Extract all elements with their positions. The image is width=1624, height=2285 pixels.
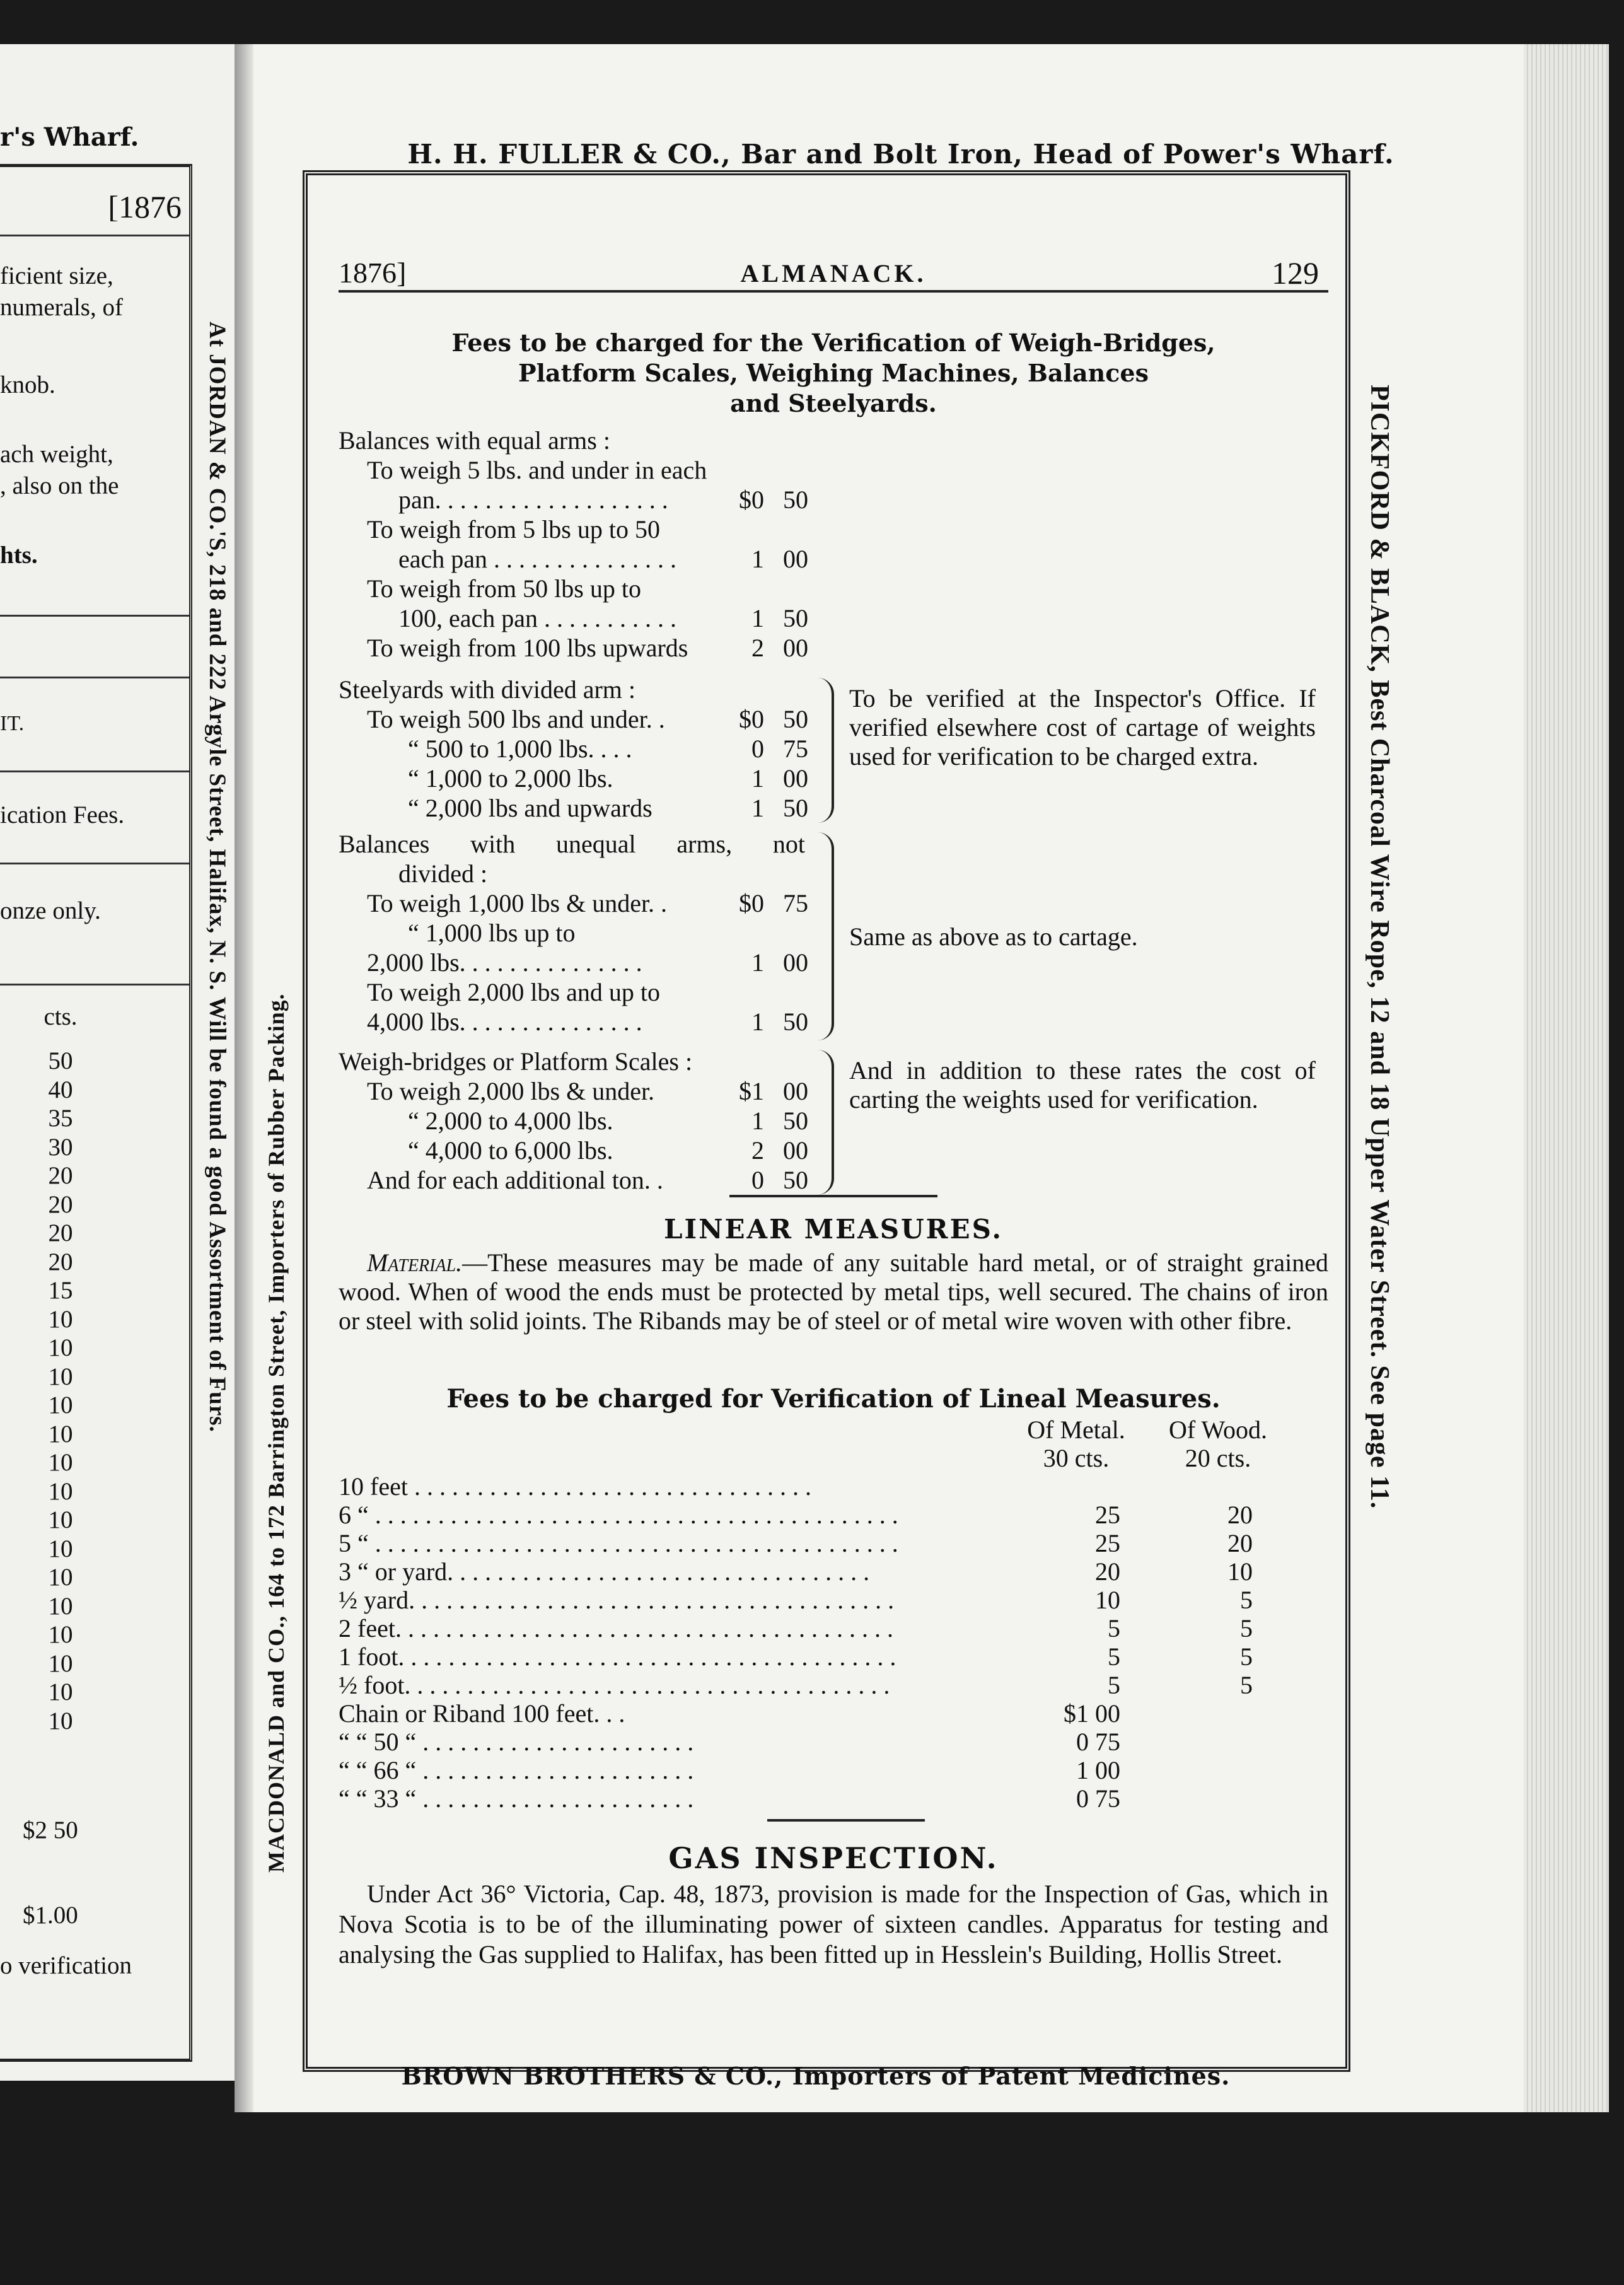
section-rule — [767, 1819, 925, 1822]
fee-dollars: 1 — [751, 794, 764, 822]
weigh-bridges-note: And in addition to these rates the cost of carting the weights used for verification. — [849, 1056, 1316, 1113]
table-row — [339, 1586, 1328, 1614]
left-cents-value: 10 — [48, 1621, 73, 1648]
table-body — [339, 1472, 1328, 1813]
measure-label: 2 feet. . . . . . . . . . . . . . . . . . . . . . . . . . . . . . . . . . . . . . . . — [339, 1614, 893, 1643]
fee-dollars: 2 — [751, 1136, 764, 1165]
wood-fee: 5 — [1240, 1614, 1253, 1643]
fee-item-line: To weigh 5 lbs. and under in each — [367, 456, 707, 484]
wood-unit: 20 cts. — [1185, 1444, 1251, 1472]
fee-dollars: 2 — [751, 634, 764, 662]
left-col-header: cts. — [44, 1003, 78, 1030]
left-cents-value: 50 — [48, 1047, 73, 1074]
balances-unequal-note: Same as above as to cartage. — [849, 922, 1138, 951]
running-head-title: ALMANACK. — [740, 259, 927, 288]
fee-cents: 75 — [783, 735, 808, 763]
fee-cents: 50 — [783, 485, 808, 514]
fee-dollars: $1 — [739, 1077, 764, 1105]
metal-fee: 5 — [1108, 1643, 1120, 1671]
measure-label: 1 foot. . . . . . . . . . . . . . . . . . . . . . . . . . . . . . . . . . . . . . . . — [339, 1643, 896, 1671]
left-line: , also on the — [0, 472, 119, 499]
fee-cents: 00 — [783, 948, 808, 977]
table-row — [339, 1472, 1328, 1501]
fee-dollars: 1 — [751, 1008, 764, 1036]
metal-fee: 0 75 — [1076, 1728, 1120, 1756]
left-cents-value: 20 — [48, 1219, 73, 1247]
fee-item-line: To weigh 500 lbs and under. . — [367, 705, 665, 733]
fee-dollars: $0 — [739, 889, 764, 917]
fee-cents: 00 — [783, 1077, 808, 1105]
fee-item-line: To weigh from 50 lbs up to — [367, 574, 641, 603]
left-cents-value: 10 — [48, 1564, 73, 1591]
page-edges — [1524, 44, 1609, 2112]
left-line: onze only. — [0, 897, 101, 924]
right-vertical-advertisement: PICKFORD & BLACK, Best Charcoal Wire Rope, 12 and 18 Upper Water Street. See page 11. — [1365, 385, 1394, 1509]
left-cents-value: 10 — [48, 1392, 73, 1419]
steelyards-note: To be verified at the Inspector's Office. If verified elsewhere cost of cartage of weights used for verification to be charged extra. — [849, 684, 1316, 770]
table-row — [339, 1671, 1328, 1699]
section-title: Weigh-bridges or Platform Scales : — [339, 1047, 693, 1076]
fees-heading — [339, 328, 1328, 419]
left-cents-value: 10 — [48, 1592, 73, 1620]
left-line: numerals, of — [0, 294, 123, 321]
fee-dollars: $0 — [739, 705, 764, 733]
table-row — [339, 1529, 1328, 1557]
fee-item-line: “ 1,000 lbs up to — [408, 919, 576, 947]
fee-cents: 50 — [783, 604, 808, 632]
left-line: IT. — [0, 712, 25, 735]
metal-fee: $1 00 — [1064, 1699, 1120, 1728]
left-cents-value: 20 — [48, 1162, 73, 1189]
measure-label: 10 feet . . . . . . . . . . . . . . . . . . . . . . . . . . . . . . . . — [339, 1472, 811, 1501]
left-cents-value: 10 — [48, 1649, 73, 1677]
table-row — [339, 1643, 1328, 1671]
col-wood-header: Of Wood. — [1168, 1416, 1268, 1444]
wood-fee: 20 — [1227, 1501, 1253, 1529]
left-line: hts. — [0, 542, 38, 569]
almanac-page — [235, 44, 1609, 2112]
brace — [818, 678, 834, 823]
left-facing-page — [0, 44, 235, 2081]
left-cents-value: 40 — [48, 1076, 73, 1103]
table-row — [339, 1614, 1328, 1643]
table-row — [339, 1699, 1328, 1728]
fee-item-line: To weigh from 100 lbs upwards — [367, 634, 688, 662]
table-row — [339, 1728, 1328, 1756]
linear-material-paragraph — [339, 1248, 1328, 1335]
measure-label: “ “ 66 “ . . . . . . . . . . . . . . . . . . . . . . — [339, 1756, 694, 1784]
fee-cents: 00 — [783, 1136, 808, 1165]
fees-heading-line: and Steelyards. — [730, 389, 937, 417]
fees-heading-line: Fees to be charged for the Verification of Weigh-Bridges, — [451, 329, 1215, 357]
fee-item-line: To weigh 1,000 lbs & under. . — [367, 889, 668, 917]
fee-item-line: “ 4,000 to 6,000 lbs. — [408, 1136, 613, 1165]
left-cents-value: 10 — [48, 1449, 73, 1476]
fee-item-line: To weigh from 5 lbs up to 50 — [367, 515, 660, 544]
fee-item-line: 2,000 lbs. . . . . . . . . . . . . . . — [367, 948, 642, 977]
section-rule — [729, 1195, 937, 1197]
metal-fee: 5 — [1108, 1671, 1120, 1699]
measure-label: ½ foot. . . . . . . . . . . . . . . . . . . . . . . . . . . . . . . . . . . . . . . — [339, 1671, 890, 1699]
fee-cents: 50 — [783, 1166, 808, 1194]
table-row — [339, 1756, 1328, 1784]
left-line: ficient size, — [0, 262, 113, 289]
lineal-fees-title: Fees to be charged for Verification of Lineal Measures. — [446, 1384, 1221, 1414]
brace — [818, 832, 834, 1040]
left-cents-value: 35 — [48, 1105, 73, 1132]
wood-fee: 10 — [1227, 1557, 1253, 1586]
wood-fee: 20 — [1227, 1529, 1253, 1557]
left-rule — [0, 677, 189, 678]
fee-cents: 50 — [783, 1107, 808, 1135]
table-row — [339, 1557, 1328, 1586]
fee-dollars: 0 — [751, 735, 764, 763]
table-header-row — [339, 1416, 1328, 1444]
fee-item-line: And for each additional ton. . — [367, 1166, 663, 1194]
brace — [818, 1050, 834, 1195]
weigh-bridges-section — [339, 1047, 856, 1195]
top-advertisement: H. H. FULLER & CO., Bar and Bolt Iron, Head of Power's Wharf. — [407, 139, 1395, 170]
fee-dollars: $0 — [739, 485, 764, 514]
material-label: Material. — [367, 1248, 463, 1277]
inner-vertical-advertisement: MACDONALD and CO., 164 to 172 Barrington Street, Importers of Rubber Packing. — [264, 993, 289, 1873]
metal-fee: 25 — [1095, 1529, 1120, 1557]
page-number: 129 — [1272, 255, 1319, 291]
left-amount: $1.00 — [23, 1902, 78, 1929]
measure-label: “ “ 33 “ . . . . . . . . . . . . . . . . . . . . . . — [339, 1784, 694, 1813]
fee-item-line: To weigh 2,000 lbs & under. — [367, 1077, 655, 1105]
metal-fee: 25 — [1095, 1501, 1120, 1529]
measure-label: 3 “ or yard. . . . . . . . . . . . . . . . . . . . . . . . . . . . . . . . . . — [339, 1557, 870, 1586]
fee-dollars: 1 — [751, 948, 764, 977]
balances-unequal-section — [339, 829, 856, 1037]
left-line: ication Fees. — [0, 801, 125, 829]
left-cents-value: 30 — [48, 1133, 73, 1161]
linear-measures-title: LINEAR MEASURES. — [663, 1214, 1004, 1245]
balances-equal-section — [339, 426, 856, 663]
measure-label: “ “ 50 “ . . . . . . . . . . . . . . . . . . . . . . — [339, 1728, 694, 1756]
wood-fee: 5 — [1240, 1643, 1253, 1671]
lineal-measures-table — [339, 1416, 1328, 1813]
left-vertical-advertisement: At JORDAN & CO.'S, 218 and 222 Argyle Street, Halifax, N. S. Will be found a good Assortment of Furs. — [204, 322, 230, 1433]
left-line: knob. — [0, 371, 55, 398]
book-spine — [235, 44, 253, 2112]
metal-unit: 30 cts. — [1043, 1444, 1110, 1472]
left-cents-value: 10 — [48, 1535, 73, 1562]
table-units-row — [339, 1444, 1328, 1472]
left-cents-value: 10 — [48, 1477, 73, 1505]
left-cents-value: 10 — [48, 1707, 73, 1735]
metal-fee: 5 — [1108, 1614, 1120, 1643]
table-row — [339, 1784, 1328, 1813]
fee-item-line: 4,000 lbs. . . . . . . . . . . . . . . — [367, 1008, 642, 1036]
fee-item-line: “ 500 to 1,000 lbs. . . . — [408, 735, 632, 763]
bottom-advertisement: BROWN BROTHERS & CO., Importers of Patent Medicines. — [401, 2062, 1231, 2090]
metal-fee: 20 — [1095, 1557, 1120, 1586]
left-rule — [0, 770, 189, 772]
fee-cents: 00 — [783, 545, 808, 573]
table-row — [339, 1501, 1328, 1529]
left-line: o verification — [0, 1952, 132, 1979]
measure-label: ½ yard. . . . . . . . . . . . . . . . . . . . . . . . . . . . . . . . . . . . . . . — [339, 1586, 895, 1614]
left-rule — [0, 863, 189, 864]
fee-item-line: To weigh 2,000 lbs and up to — [367, 978, 660, 1006]
left-cents-column — [23, 1047, 98, 1735]
left-cents-value: 10 — [48, 1363, 73, 1390]
col-metal-header: Of Metal. — [1027, 1416, 1125, 1444]
fee-cents: 50 — [783, 794, 808, 822]
fee-dollars: 1 — [751, 1107, 764, 1135]
left-cents-value: 10 — [48, 1678, 73, 1706]
fee-cents: 50 — [783, 705, 808, 733]
metal-fee: 0 75 — [1076, 1784, 1120, 1813]
left-amount: $2 50 — [23, 1817, 78, 1844]
measure-label: 6 “ . . . . . . . . . . . . . . . . . . . . . . . . . . . . . . . . . . . . . . . . . . — [339, 1501, 898, 1529]
wood-fee: 5 — [1240, 1671, 1253, 1699]
section-title: divided : — [398, 859, 488, 888]
left-cents-value: 20 — [48, 1190, 73, 1218]
fee-cents: 50 — [783, 1008, 808, 1036]
fee-item-line: each pan . . . . . . . . . . . . . . . — [398, 545, 677, 573]
gas-inspection-title: GAS INSPECTION. — [668, 1841, 999, 1875]
running-head-year: 1876] — [339, 257, 407, 289]
fee-cents: 75 — [783, 889, 808, 917]
fee-dollars: 1 — [751, 764, 764, 793]
fee-item-line: “ 2,000 to 4,000 lbs. — [408, 1107, 613, 1135]
fee-cents: 00 — [783, 764, 808, 793]
left-cents-value: 10 — [48, 1420, 73, 1448]
left-cents-value: 10 — [48, 1506, 73, 1533]
left-rule — [0, 984, 189, 986]
steelyards-section — [339, 675, 856, 823]
fee-item-line: “ 1,000 to 2,000 lbs. — [408, 764, 613, 793]
section-title: Balances with equal arms : — [339, 426, 610, 455]
measure-label: Chain or Riband 100 feet. . . — [339, 1699, 625, 1728]
left-line: ach weight, — [0, 441, 113, 468]
fee-dollars: 1 — [751, 545, 764, 573]
fees-heading-line: Platform Scales, Weighing Machines, Balances — [518, 359, 1149, 387]
fee-item-line: 100, each pan . . . . . . . . . . . — [398, 604, 677, 632]
fee-dollars: 0 — [751, 1166, 764, 1194]
fee-dollars: 1 — [751, 604, 764, 632]
fee-item-line: “ 2,000 lbs and upwards — [408, 794, 652, 822]
left-top-fragment: r's Wharf. — [0, 123, 139, 152]
left-head-rule — [0, 235, 189, 236]
left-year-bracket: [1876 — [108, 192, 182, 221]
left-cents-value: 10 — [48, 1305, 73, 1333]
fee-item-line: pan. . . . . . . . . . . . . . . . . . . — [398, 485, 668, 514]
metal-fee: 10 — [1095, 1586, 1120, 1614]
left-cents-value: 15 — [48, 1277, 73, 1304]
left-rule — [0, 615, 189, 617]
section-title: Balances with unequal arms, not — [339, 830, 805, 858]
left-cents-value: 10 — [48, 1334, 73, 1361]
left-cents-value: 20 — [48, 1248, 73, 1276]
section-title: Steelyards with divided arm : — [339, 675, 636, 704]
measure-label: 5 “ . . . . . . . . . . . . . . . . . . . . . . . . . . . . . . . . . . . . . . . . . . — [339, 1529, 898, 1557]
wood-fee: 5 — [1240, 1586, 1253, 1614]
metal-fee: 1 00 — [1076, 1756, 1120, 1784]
fee-cents: 00 — [783, 634, 808, 662]
material-text: —These measures may be made of any suitable hard metal, or of straight grained wood. When of wood the ends must be protected by metal tips, well secured. The chains of iron or steel with solid joints. The Ribands may be of steel or of metal wire woven with other fibre. — [339, 1248, 1328, 1335]
running-head — [339, 252, 1328, 293]
gas-inspection-paragraph: Under Act 36° Victoria, Cap. 48, 1873, provision is made for the Inspection of Gas, which in Nova Scotia is to be of the illuminating power of sixteen candles. Apparatus for testing and analysing the Gas supplied to Halifax, has been fitted up in Hesslein's Building, Hollis Street. — [339, 1880, 1328, 1968]
